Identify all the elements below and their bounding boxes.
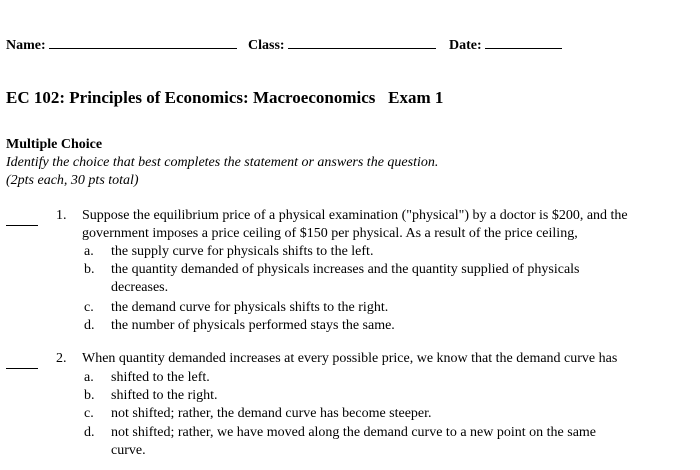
choice-text: the quantity demanded of physicals increases and the quantity supplied of physicals [111,262,580,277]
choice-text: the demand curve for physicals shifts to the right. [111,300,389,315]
question-stem-line: Suppose the equilibrium price of a physical examination ("physical") by a doctor is $200, and the [82,208,628,223]
choice-letter: d. [84,318,95,333]
choice-letter: c. [84,300,94,315]
class-field [248,36,436,54]
date-blank[interactable] [485,36,562,49]
choice-letter: d. [84,425,95,440]
question-number: 2. [56,351,67,366]
date-label: Date: [449,38,482,53]
choice-text: the supply curve for physicals shifts to the left. [111,244,374,259]
choice-text: decreases. [111,280,169,295]
question-stem-line: government imposes a price ceiling of $150 per physical. As a result of the price ceiling, [82,226,578,241]
question-number: 1. [56,208,67,223]
choice-text: the number of physicals performed stays the same. [111,318,395,333]
choice-text: curve. [111,443,146,458]
choice-text: not shifted; rather, the demand curve has become steeper. [111,406,432,421]
choice-letter: a. [84,244,94,259]
choice-text: shifted to the right. [111,388,218,403]
name-label: Name: [6,38,46,53]
name-field [6,36,237,54]
date-field [449,36,562,54]
question-stem-line: When quantity demanded increases at every possible price, we know that the demand curve has [82,351,618,366]
section-title: Multiple Choice [6,137,103,152]
exam-title: EC 102: Principles of Economics: Macroeconomics Exam 1 [6,88,444,107]
choice-letter: b. [84,262,95,277]
choice-text: not shifted; rather, we have moved along the demand curve to a new point on the same [111,425,597,440]
section-points: (2pts each, 30 pts total) [6,173,139,188]
section-instruction: Identify the choice that best completes the statement or answers the question. [6,155,439,170]
name-blank[interactable] [49,36,237,49]
choice-text: shifted to the left. [111,370,210,385]
answer-blank-2[interactable] [6,367,38,369]
class-blank[interactable] [288,36,436,49]
choice-letter: b. [84,388,95,403]
class-label: Class: [248,38,285,53]
answer-blank-1[interactable] [6,224,38,226]
choice-letter: a. [84,370,94,385]
choice-letter: c. [84,406,94,421]
